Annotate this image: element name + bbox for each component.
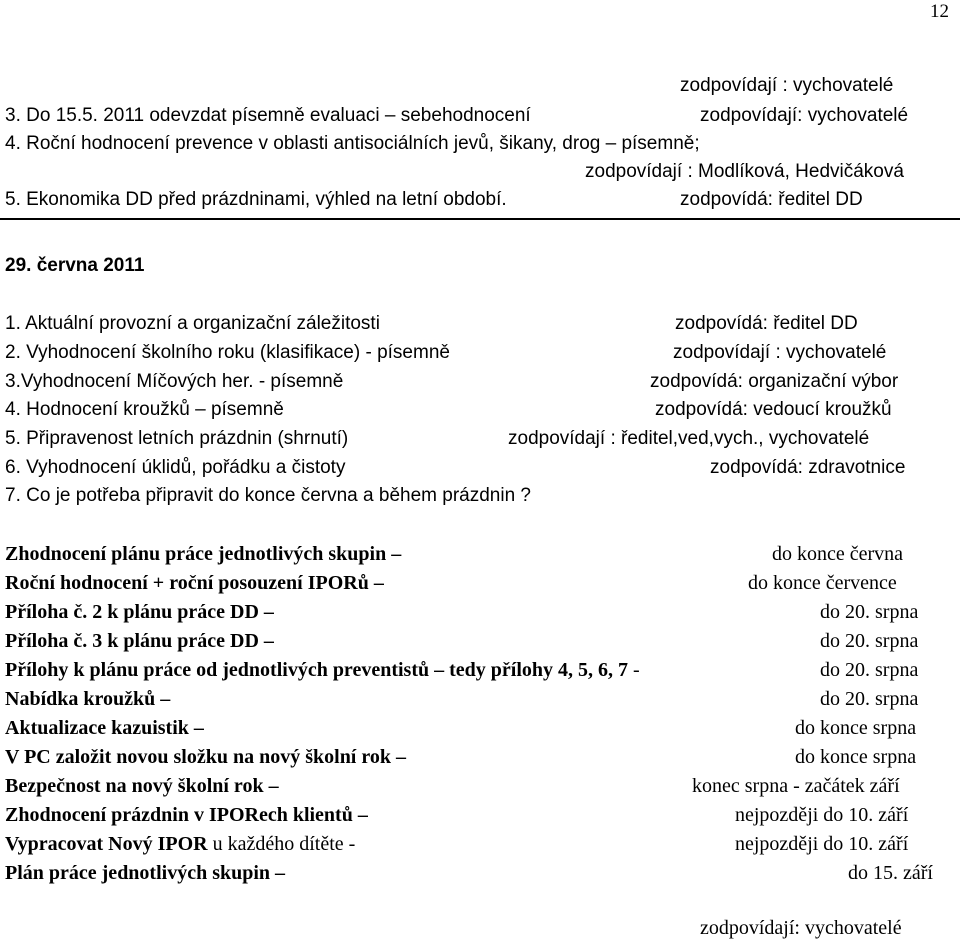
agenda-item-3-responsible: zodpovídá: organizační výbor — [650, 371, 899, 392]
task-2-deadline: do konce července — [748, 572, 897, 594]
task-9-deadline: konec srpna - začátek září — [692, 775, 900, 797]
task-8: V PC založit novou složku na nový školní rok – — [5, 746, 407, 768]
task-1-deadline: do konce června — [772, 543, 904, 565]
agenda-item-1: 1. Aktuální provozní a organizační záležitosti — [5, 313, 380, 334]
agenda-item-2-responsible: zodpovídají : vychovatelé — [673, 342, 887, 363]
task-2: Roční hodnocení + roční posouzení IPORů – — [5, 572, 384, 594]
task-7: Aktualizace kazuistik – — [5, 717, 204, 739]
agenda-item-3: 3.Vyhodnocení Míčových her. - písemně — [5, 371, 344, 392]
task-10: Zhodnocení prázdnin v IPORech klientů – — [5, 804, 368, 826]
task-5: Přílohy k plánu práce od jednotlivých preventistů – tedy přílohy 4, 5, 6, 7 - — [5, 659, 640, 681]
item-5-text: 5. Ekonomika DD před prázdninami, výhled na letní období. — [5, 189, 507, 210]
agenda-item-5: 5. Připravenost letních prázdnin (shrnutí) — [5, 428, 349, 449]
task-12: Plán práce jednotlivých skupin – — [5, 862, 286, 884]
agenda-item-5-responsible: zodpovídají : ředitel,ved,vych., vychovatelé — [508, 428, 870, 449]
bottom-responsible: zodpovídají: vychovatelé — [700, 917, 902, 939]
page-number: 12 — [930, 1, 949, 22]
item-4-responsible: zodpovídají : Modlíková, Hedvičáková — [585, 161, 904, 182]
task-9: Bezpečnost na nový školní rok – — [5, 775, 279, 797]
agenda-item-6-responsible: zodpovídá: zdravotnice — [710, 457, 906, 478]
task-5-deadline: do 20. srpna — [820, 659, 919, 681]
task-3: Příloha č. 2 k plánu práce DD – — [5, 601, 274, 623]
agenda-item-1-responsible: zodpovídá: ředitel DD — [675, 313, 858, 334]
item-3-responsible: zodpovídají: vychovatelé — [700, 105, 909, 126]
task-11-deadline: nejpozději do 10. září — [735, 833, 909, 855]
task-11: Vypracovat Nový IPOR u každého dítěte - — [5, 833, 356, 855]
task-4-deadline: do 20. srpna — [820, 630, 919, 652]
section-date-heading: 29. června 2011 — [5, 255, 145, 276]
task-4: Příloha č. 3 k plánu práce DD – — [5, 630, 274, 652]
item-4-text: 4. Roční hodnocení prevence v oblasti antisociálních jevů, šikany, drog – písemně; — [5, 133, 700, 154]
task-6: Nabídka kroužků – — [5, 688, 171, 710]
task-10-deadline: nejpozději do 10. září — [735, 804, 909, 826]
responsible-line: zodpovídají : vychovatelé — [680, 75, 894, 96]
agenda-item-6: 6. Vyhodnocení úklidů, pořádku a čistoty — [5, 457, 346, 478]
agenda-item-2: 2. Vyhodnocení školního roku (klasifikace) - písemně — [5, 342, 450, 363]
item-5-responsible: zodpovídá: ředitel DD — [680, 189, 863, 210]
task-6-deadline: do 20. srpna — [820, 688, 919, 710]
task-12-deadline: do 15. září — [848, 862, 933, 884]
task-8-deadline: do konce srpna — [795, 746, 917, 768]
task-3-deadline: do 20. srpna — [820, 601, 919, 623]
agenda-item-4-responsible: zodpovídá: vedoucí kroužků — [655, 399, 892, 420]
item-3-text: 3. Do 15.5. 2011 odevzdat písemně evaluaci – sebehodnocení — [5, 105, 531, 126]
agenda-item-4: 4. Hodnocení kroužků – písemně — [5, 399, 284, 420]
agenda-item-7: 7. Co je potřeba připravit do konce června a během prázdnin ? — [5, 485, 531, 506]
section-divider — [0, 218, 960, 220]
task-7-deadline: do konce srpna — [795, 717, 917, 739]
task-1: Zhodnocení plánu práce jednotlivých skupin – — [5, 543, 402, 565]
